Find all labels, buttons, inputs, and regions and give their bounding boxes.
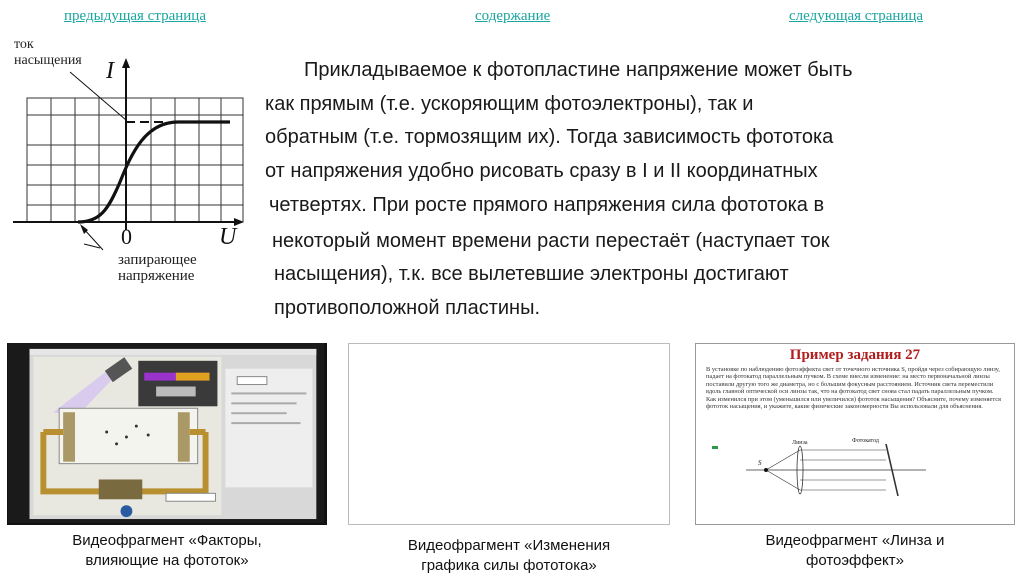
stop-voltage-label-line2: напряжение bbox=[118, 268, 195, 284]
paragraph-line-8: противоположной пластины. bbox=[274, 297, 541, 319]
video-caption-1 bbox=[7, 531, 327, 571]
video-thumbnail-photocurrent-graph-changes[interactable] bbox=[348, 343, 670, 525]
x-axis-label: U bbox=[219, 224, 237, 250]
saturation-label-line2: насыщения bbox=[14, 53, 82, 68]
photocurrent-curve bbox=[78, 122, 230, 222]
paragraph-line-5: четвертях. При росте прямого напряжения сила фототока в bbox=[269, 194, 825, 216]
video-caption-1-line2: влияющие на фототок» bbox=[85, 552, 249, 569]
lens-label: Линза bbox=[792, 440, 808, 446]
nav-previous-page-link[interactable]: предыдущая страница bbox=[64, 8, 206, 24]
paragraph-line-2: как прямым (т.е. ускоряющим фотоэлектроны), так и bbox=[265, 93, 754, 115]
video-caption-3-line1: Видеофрагмент «Линза и bbox=[765, 532, 945, 549]
paragraph-line-1: Прикладываемое к фотопластине напряжение может быть bbox=[304, 59, 853, 81]
saturation-label-line1: ток bbox=[14, 37, 34, 52]
video-caption-2-line1: Видеофрагмент «Изменения bbox=[407, 537, 611, 554]
y-axis-label: I bbox=[106, 58, 114, 84]
photocurrent-graph bbox=[8, 34, 248, 294]
saturation-pointer-line bbox=[70, 72, 126, 120]
lens-diagram bbox=[696, 432, 1014, 524]
video-caption-2-line2: графика силы фототока» bbox=[421, 557, 597, 574]
nav-contents-link[interactable]: содержание bbox=[475, 8, 551, 24]
source-label: S bbox=[758, 459, 762, 467]
stop-voltage-label-line1: запирающее bbox=[118, 252, 197, 268]
graph-grid bbox=[27, 98, 243, 222]
graph-axes bbox=[13, 58, 244, 230]
origin-label: 0 bbox=[121, 224, 132, 249]
video-caption-3-line2: фотоэффект» bbox=[805, 552, 905, 569]
video-caption-3 bbox=[695, 531, 1015, 571]
video-caption-2 bbox=[348, 536, 670, 576]
paragraph-line-4: от напряжения удобно рисовать сразу в I и II координатных bbox=[265, 160, 818, 182]
video-thumbnail-photocurrent-factors[interactable] bbox=[7, 343, 327, 525]
paragraph-line-7: насыщения), т.к. все вылетевшие электроны достигают bbox=[274, 263, 789, 285]
video-thumbnail-lens-photoeffect[interactable] bbox=[695, 343, 1015, 525]
cathode-label: Фотокатод bbox=[852, 438, 879, 444]
video-caption-1-line1: Видеофрагмент «Факторы, bbox=[72, 532, 262, 549]
paragraph-line-6: некоторый момент времени расти перестаёт (наступает ток bbox=[272, 230, 830, 252]
nav-next-page-link[interactable]: следующая страница bbox=[789, 8, 924, 24]
paragraph-line-3: обратным (т.е. тормозящим их). Тогда зависимость фототока bbox=[265, 126, 834, 148]
example-task-title: Пример задания 27 bbox=[789, 347, 921, 363]
example-task-body: В установке по наблюдению фотоэффекта свет от точечного источника S, пройдя через собирающую линзу, падает на фотокатод параллельным пучком. В схеме внесли изменение: на место первоначальной линзы поставили другую того же диаметра, но с большим фокусным расстоянием. Источник света переместили вдоль главной оптической оси линзы так, что на фотокатод свет снова стал падать параллельным пучком. Как изменился при этом (уменьшился или увеличился) фототок насыщения? Объясните, почему изменяется фототок насыщения, и укажите, какие физические закономерности Вы использовали для объяснения. bbox=[706, 366, 1001, 411]
simulation-screenshot bbox=[7, 343, 325, 523]
